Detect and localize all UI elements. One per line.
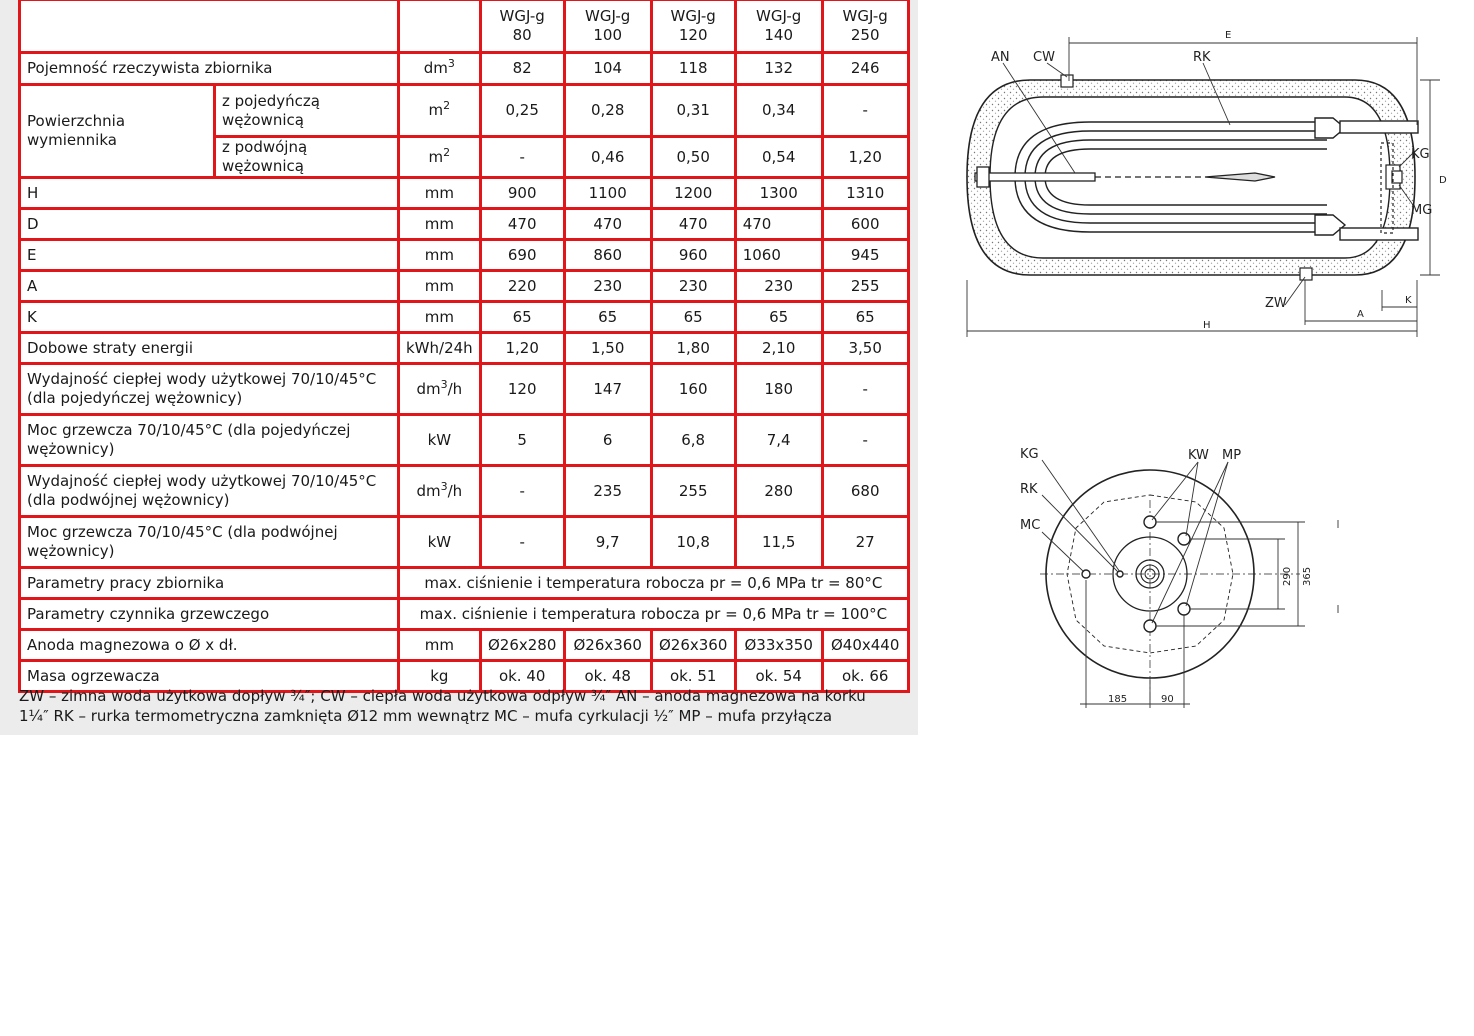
header-unit-cell [399, 0, 481, 53]
value-cell: 0,28 [564, 85, 651, 137]
row-group-label: Powierzchnia wymiennika [20, 85, 215, 178]
table-row [20, 630, 909, 661]
value-cell: 280 [735, 466, 822, 517]
dim-365: 365 [1302, 566, 1313, 586]
value-cell: 82 [480, 53, 564, 85]
row-label: Parametry czynnika grzewczego [20, 599, 399, 630]
model-cell: WGJ-g 80 [480, 0, 564, 53]
label-an: AN [991, 50, 1010, 65]
row-label: Moc grzewcza 70/10/45°C (dla podwójnej wężownicy) [20, 517, 399, 568]
value-cell: 0,31 [651, 85, 735, 137]
value-cell: 470 [480, 209, 564, 240]
value-cell: 147 [564, 364, 651, 415]
footnote [19, 686, 914, 726]
value-cell: 0,34 [735, 85, 822, 137]
front-leader-lines [1042, 460, 1228, 623]
label-cw: CW [1033, 50, 1055, 65]
value-cell: 160 [651, 364, 735, 415]
model-cell: WGJ-g 100 [564, 0, 651, 53]
value-cell: 120 [480, 364, 564, 415]
model-cell: WGJ-g 120 [651, 0, 735, 53]
dim-d: D [1439, 175, 1447, 186]
table-row [20, 364, 909, 415]
label-mc: MC [1020, 518, 1041, 533]
table-row [20, 333, 909, 364]
value-cell: 1,80 [651, 333, 735, 364]
value-cell: 65 [480, 302, 564, 333]
row-label: Anoda magnezowa o Ø x dł. [20, 630, 399, 661]
table-row [20, 271, 909, 302]
side-view-drawing [955, 25, 1455, 345]
value-cell: 11,5 [735, 517, 822, 568]
value-cell: 600 [822, 209, 908, 240]
value-cell: ok. 40 [480, 661, 564, 692]
table-row [20, 178, 909, 209]
row-label: Dobowe straty energii [20, 333, 399, 364]
label-kw: KW [1188, 448, 1209, 463]
value-cell: 945 [822, 240, 908, 271]
row-label: Moc grzewcza 70/10/45°C (dla pojedyńczej wężownicy) [20, 415, 399, 466]
dim-k: K [1405, 295, 1412, 306]
value-cell: 470 [651, 209, 735, 240]
label-mg: MG [1411, 203, 1433, 218]
label-kg: KG [1411, 147, 1430, 162]
value-cell: 230 [651, 271, 735, 302]
value-cell: 7,4 [735, 415, 822, 466]
spec-table [18, 0, 910, 693]
unit-cell: $m^2$ [399, 137, 481, 178]
value-cell: - [822, 415, 908, 466]
label-rk: RK [1020, 482, 1038, 497]
row-label: K [20, 302, 399, 333]
value-cell: 1100 [564, 178, 651, 209]
value-cell: - [822, 364, 908, 415]
row-sublabel: z podwójną wężownicą [215, 137, 399, 178]
unit-cell: mm [399, 209, 481, 240]
unit-cell: $dm^3$ [399, 53, 481, 85]
table-row [20, 209, 909, 240]
dim-290: 290 [1282, 566, 1293, 586]
row-label: Wydajność ciepłej wody użytkowej 70/10/45°C (dla podwójnej wężownicy) [20, 466, 399, 517]
value-cell: 132 [735, 53, 822, 85]
value-cell: 1,20 [480, 333, 564, 364]
value-cell: 9,7 [564, 517, 651, 568]
value-cell: 65 [735, 302, 822, 333]
dim-185: 185 [1108, 694, 1128, 705]
unit-cell: kW [399, 415, 481, 466]
value-cell: 255 [822, 271, 908, 302]
value-cell: - [480, 466, 564, 517]
unit-cell: mm [399, 240, 481, 271]
merged-value-cell: max. ciśnienie i temperatura robocza pr = 0,6 MPa tr = 100°C [399, 599, 909, 630]
value-cell: 246 [822, 53, 908, 85]
unit-cell: kW [399, 517, 481, 568]
unit-cell: $m^2$ [399, 85, 481, 137]
value-cell: Ø26x360 [651, 630, 735, 661]
unit-cell: mm [399, 302, 481, 333]
table-row [20, 240, 909, 271]
merged-value-cell: max. ciśnienie i temperatura robocza pr = 0,6 MPa tr = 80°C [399, 568, 909, 599]
row-label: D [20, 209, 399, 240]
row-sublabel: z pojedyńczą wężownicą [215, 85, 399, 137]
value-cell: 1310 [822, 178, 908, 209]
value-cell: Ø26x360 [564, 630, 651, 661]
row-label: A [20, 271, 399, 302]
table-row [20, 53, 909, 85]
value-cell: 6,8 [651, 415, 735, 466]
value-cell: 470 [564, 209, 651, 240]
value-cell: - [480, 137, 564, 178]
front-view-drawing [1000, 440, 1360, 730]
value-cell: 5 [480, 415, 564, 466]
value-cell: 900 [480, 178, 564, 209]
value-cell: 220 [480, 271, 564, 302]
table-row [20, 85, 909, 137]
value-cell: 0,50 [651, 137, 735, 178]
value-cell: 118 [651, 53, 735, 85]
value-cell: Ø33x350 [735, 630, 822, 661]
value-cell: 680 [822, 466, 908, 517]
unit-cell: mm [399, 630, 481, 661]
value-cell: - [480, 517, 564, 568]
value-cell: 0,46 [564, 137, 651, 178]
value-cell: 690 [480, 240, 564, 271]
value-cell: 2,10 [735, 333, 822, 364]
table-row [20, 568, 909, 599]
model-cell: WGJ-g 250 [822, 0, 908, 53]
value-cell: 1060 [735, 240, 822, 271]
value-cell: ok. 54 [735, 661, 822, 692]
value-cell: 230 [735, 271, 822, 302]
value-cell: 1,20 [822, 137, 908, 178]
value-cell: 65 [651, 302, 735, 333]
value-cell: 255 [651, 466, 735, 517]
label-kg: KG [1020, 447, 1039, 462]
value-cell: 104 [564, 53, 651, 85]
value-cell: Ø26x280 [480, 630, 564, 661]
model-cell: WGJ-g 140 [735, 0, 822, 53]
value-cell: - [822, 85, 908, 137]
value-cell: 65 [564, 302, 651, 333]
row-label: H [20, 178, 399, 209]
header-row [20, 0, 909, 53]
value-cell: 0,54 [735, 137, 822, 178]
unit-cell: kWh/24h [399, 333, 481, 364]
footnote-line: 1¼″ RK – rurka termometryczna zamknięta Ø12 mm wewnątrz MC – mufa cyrkulacji ½″ MP – mufa przyłącza [19, 707, 833, 725]
dim-e: E [1225, 30, 1232, 41]
front-dimension-lines [1080, 520, 1338, 708]
label-rk: RK [1193, 50, 1211, 65]
unit-cell: $dm^3/h$ [399, 466, 481, 517]
value-cell: Ø40x440 [822, 630, 908, 661]
dim-h: H [1203, 320, 1211, 331]
table-row [20, 517, 909, 568]
value-cell: ok. 51 [651, 661, 735, 692]
value-cell: 470 [735, 209, 822, 240]
label-mp: MP [1222, 448, 1242, 463]
unit-cell: mm [399, 271, 481, 302]
value-cell: 860 [564, 240, 651, 271]
value-cell: 1,50 [564, 333, 651, 364]
unit-cell: mm [399, 178, 481, 209]
value-cell: 65 [822, 302, 908, 333]
row-label: Masa ogrzewacza [20, 661, 399, 692]
value-cell: ok. 66 [822, 661, 908, 692]
label-zw: ZW [1265, 296, 1287, 311]
value-cell: 27 [822, 517, 908, 568]
value-cell: 1200 [651, 178, 735, 209]
dim-a: A [1357, 309, 1364, 320]
value-cell: 230 [564, 271, 651, 302]
value-cell: 235 [564, 466, 651, 517]
table-row [20, 466, 909, 517]
value-cell: ok. 48 [564, 661, 651, 692]
value-cell: 3,50 [822, 333, 908, 364]
value-cell: 960 [651, 240, 735, 271]
row-label: Wydajność ciepłej wody użytkowej 70/10/45°C (dla pojedyńczej wężownicy) [20, 364, 399, 415]
value-cell: 10,8 [651, 517, 735, 568]
row-label: E [20, 240, 399, 271]
value-cell: 180 [735, 364, 822, 415]
footnote-line: ZW – zimna woda użytkowa dopływ ¾″; CW – ciepła woda użytkowa odpływ ¾″ AN – anoda magnezowa na korku [19, 687, 866, 705]
table-row [20, 415, 909, 466]
row-label: Pojemność rzeczywista zbiornika [20, 53, 399, 85]
table-row [20, 599, 909, 630]
value-cell: 6 [564, 415, 651, 466]
value-cell: 0,25 [480, 85, 564, 137]
unit-cell: $dm^3/h$ [399, 364, 481, 415]
header-blank-cell [20, 0, 399, 53]
table-row [20, 302, 909, 333]
spec-table-panel [0, 0, 918, 735]
value-cell: 1300 [735, 178, 822, 209]
dim-90: 90 [1161, 694, 1174, 705]
row-label: Parametry pracy zbiornika [20, 568, 399, 599]
unit-cell: kg [399, 661, 481, 692]
